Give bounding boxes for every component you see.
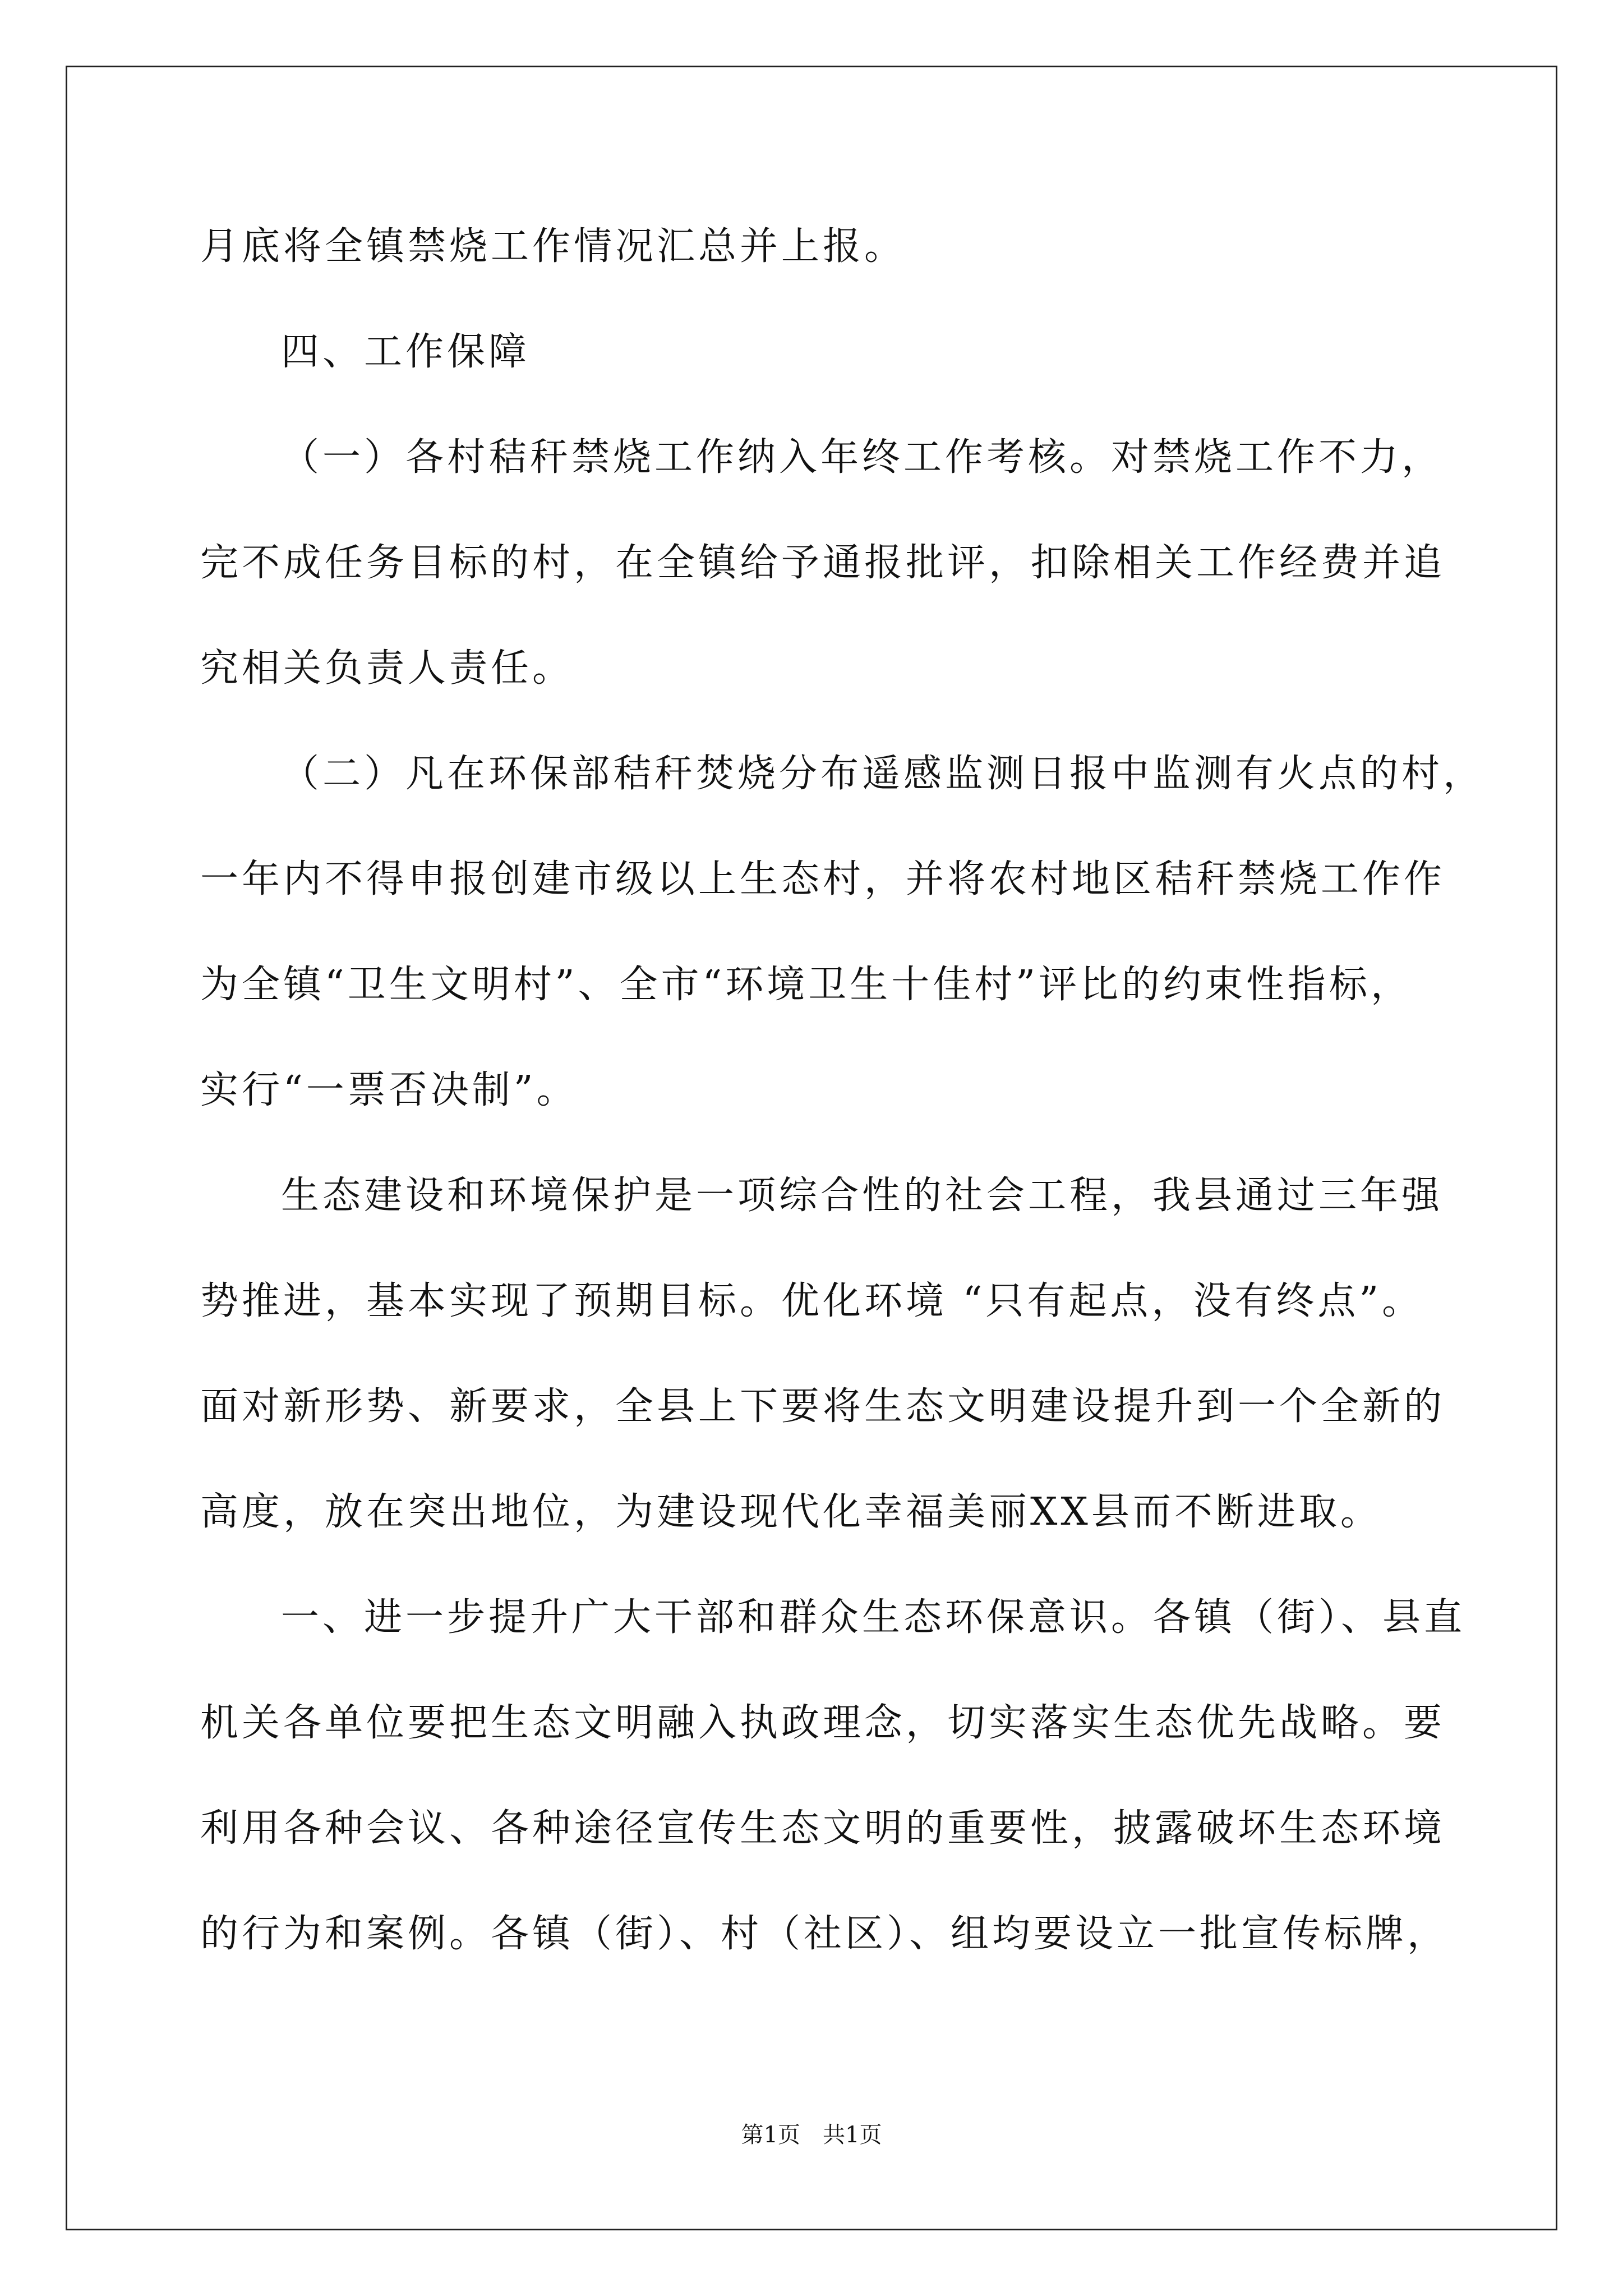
text-line: 实行“一票否决制”。 — [200, 1068, 578, 1112]
text-line: 生态建设和环境保护是一项综合性的社会工程，我县通过三年强 — [281, 1174, 1444, 1218]
page-number-footer: 第1页 共1页 — [741, 2122, 882, 2148]
text-line: 完不成任务目标的村，在全镇给予通报批评，扣除相关工作经费并追 — [200, 541, 1446, 585]
text-line: 势推进，基本实现了预期目标。优化环境 “只有起点，没有终点”。 — [200, 1279, 1424, 1323]
text-line: 利用各种会议、各种途径宣传生态文明的重要性，披露破坏生态环境 — [200, 1806, 1446, 1851]
text-line: 高度，放在突出地位，为建设现代化幸福美丽XX县而不断进取。 — [200, 1490, 1382, 1534]
text-line: （一）各村秸秆禁烧工作纳入年终工作考核。对禁烧工作不力， — [281, 435, 1444, 480]
text-line: 机关各单位要把生态文明融入执政理念，切实落实生态优先战略。要 — [200, 1701, 1446, 1745]
text-line: 为全镇“卫生文明村”、全市“环境卫生十佳村”评比的约束性指标， — [200, 963, 1413, 1007]
text-line: 面对新形势、新要求，全县上下要将生态文明建设提升到一个全新的 — [200, 1384, 1446, 1429]
text-line: 一、进一步提升广大干部和群众生态环保意识。各镇（街）、县直 — [281, 1595, 1466, 1640]
text-line: 究相关负责人责任。 — [200, 646, 574, 691]
text-line: 的行为和案例。各镇（街）、村（社区）、组均要设立一批宣传标牌， — [200, 1912, 1449, 1956]
text-line: （二）凡在环保部秸秆焚烧分布遥感监测日报中监测有火点的村， — [281, 752, 1485, 796]
text-line: 月底将全镇禁烧工作情况汇总并上报。 — [200, 224, 906, 269]
section-heading: 四、工作保障 — [281, 330, 531, 374]
text-line: 一年内不得申报创建市级以上生态村，并将农村地区秸秆禁烧工作作 — [200, 857, 1446, 901]
